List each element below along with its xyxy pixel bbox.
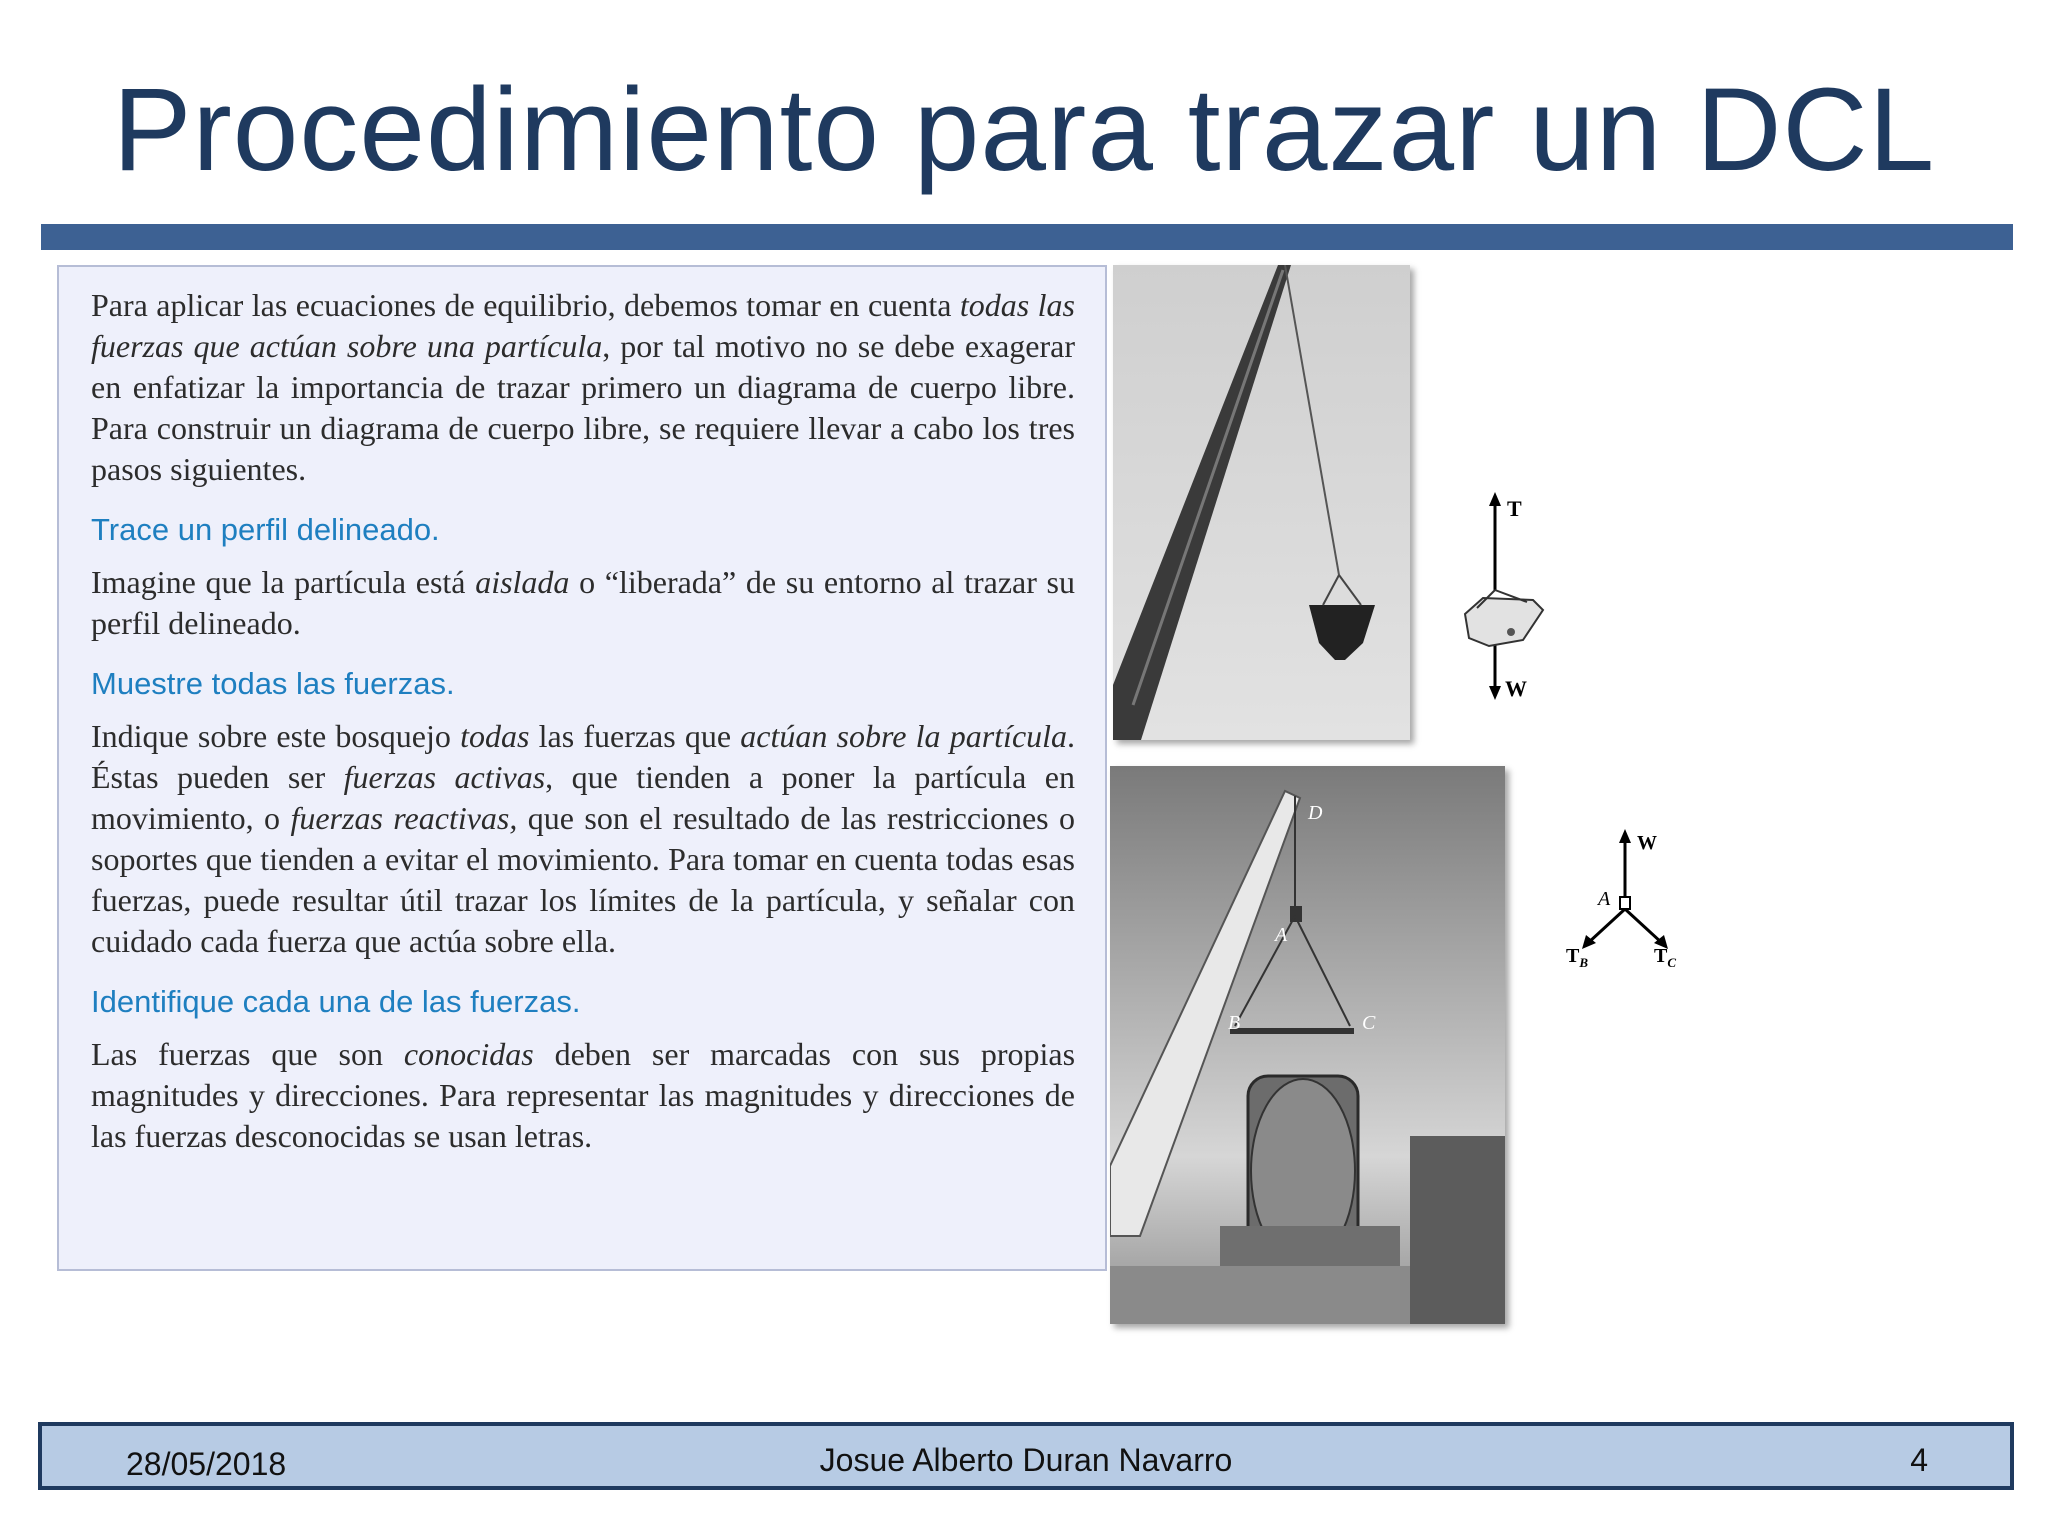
step2-italic-h: fuerzas reactivas, bbox=[290, 800, 518, 836]
step3-text-c: deben ser marcadas con sus propias magnitudes y direcciones. Para representar las magnitudes y direcciones de las fuerzas desconocidas se usan letras. bbox=[91, 1036, 1076, 1154]
fbd2-label-tb-main: T bbox=[1566, 945, 1580, 967]
fbd2-label-tc-main: T bbox=[1654, 945, 1668, 967]
step1-heading: Trace un perfil delineado. bbox=[91, 512, 440, 547]
photo2-label-c: C bbox=[1362, 1012, 1376, 1034]
step3-paragraph bbox=[91, 1034, 1075, 1157]
photo2-label-a: A bbox=[1275, 924, 1288, 946]
step2-paragraph bbox=[91, 716, 1075, 962]
fbd2-label-tc-sub: C bbox=[1667, 955, 1677, 970]
step2-heading: Muestre todas las fuerzas. bbox=[91, 666, 455, 701]
fbd2-label-tb bbox=[1566, 945, 1588, 971]
step3-heading: Identifique cada una de las fuerzas. bbox=[91, 984, 581, 1019]
step2-text-i: que son el resultado de las restricciones o soportes que tienden a evitar el movimiento. Para tomar en cuenta todas esas fuerzas, puede resultar útil trazar los límites de la partícula, y señalar con cuidado cada fuerza que actúa sobre ella. bbox=[91, 800, 1076, 959]
fbd2-label-tb-sub: B bbox=[1579, 955, 1589, 970]
crane-bucket-illustration bbox=[1113, 265, 1410, 740]
fbd1-label-w: W bbox=[1505, 676, 1527, 701]
step2-italic-f: fuerzas activas bbox=[343, 759, 546, 795]
step2-italic-d: actúan sobre la partícula bbox=[740, 718, 1068, 754]
step2-italic-b: todas bbox=[460, 718, 530, 754]
step2-text-g: , que tienden a poner la partícula en movimiento, o bbox=[91, 759, 1076, 836]
intro-italic: todas las fuerzas que actúan sobre una partícula bbox=[91, 287, 1076, 364]
crane-reel-photo bbox=[1110, 766, 1505, 1324]
step3-italic: conocidas bbox=[403, 1036, 534, 1072]
slide-footer bbox=[38, 1422, 2014, 1490]
step3-text-a: Las fuerzas que son bbox=[91, 1036, 383, 1072]
step2-text-c: las fuerzas que bbox=[538, 718, 732, 754]
step1-paragraph bbox=[91, 562, 1075, 644]
fbd1-label-t: T bbox=[1507, 496, 1522, 521]
crane-bucket-photo bbox=[1113, 265, 1410, 740]
fbd2-label-tc bbox=[1654, 945, 1676, 971]
intro-paragraph bbox=[91, 285, 1075, 490]
intro-text: Para aplicar las ecuaciones de equilibrio, debemos tomar en cuenta bbox=[91, 287, 952, 323]
step2-text-a: Indique sobre este bosquejo bbox=[91, 718, 451, 754]
fbd2-label-a: A bbox=[1598, 888, 1611, 910]
text-panel bbox=[57, 265, 1107, 1271]
crane-reel-illustration bbox=[1110, 766, 1505, 1324]
fbd-ring-diagram bbox=[1560, 825, 1690, 955]
footer-date: 28/05/2018 bbox=[126, 1446, 287, 1482]
step1-text: Imagine que la partícula está bbox=[91, 564, 466, 600]
footer-author: Josue Alberto Duran Navarro bbox=[819, 1442, 1233, 1478]
photo2-label-d: D bbox=[1308, 802, 1323, 824]
step1-text-end: o “liberada” de su entorno al trazar su perfil delineado. bbox=[91, 564, 1076, 641]
fbd2-label-w: W bbox=[1637, 832, 1657, 854]
step1-italic: aislada bbox=[475, 564, 570, 600]
slide-title: Procedimiento para trazar un DCL bbox=[112, 64, 1936, 196]
photo2-label-b: B bbox=[1228, 1012, 1241, 1034]
step2-text-e: . Éstas pueden ser bbox=[91, 718, 1076, 795]
title-divider-bar bbox=[41, 224, 2013, 250]
intro-text-end: , por tal motivo no se debe exagerar en enfatizar la importancia de trazar primero un diagrama de cuerpo libre. Para construir un diagrama de cuerpo libre, se requiere llevar a cabo los tres pasos siguientes. bbox=[91, 328, 1076, 487]
footer-page-number: 4 bbox=[1910, 1442, 1928, 1478]
